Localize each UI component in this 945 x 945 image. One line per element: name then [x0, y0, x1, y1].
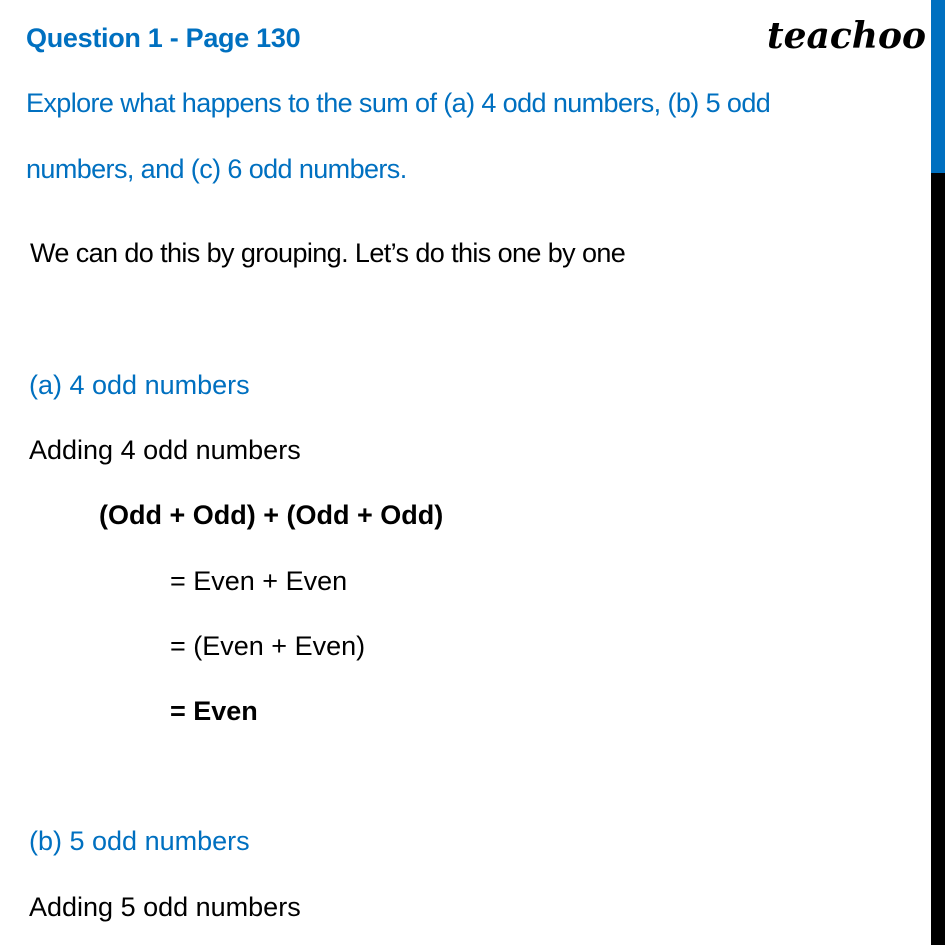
page-title: Question 1 - Page 130: [26, 23, 301, 53]
side-bar-accent: [931, 0, 945, 173]
teachoo-logo: teachoo: [767, 15, 926, 57]
part-a-step-3: = (Even + Even): [170, 631, 366, 661]
part-a-result: = Even: [170, 696, 258, 726]
question-line-2: numbers, and (c) 6 odd numbers.: [26, 154, 407, 184]
part-a-step-1: (Odd + Odd) + (Odd + Odd): [99, 500, 444, 530]
part-a-heading: (a) 4 odd numbers: [29, 370, 250, 400]
side-bar-dark: [931, 173, 945, 945]
question-line-1: Explore what happens to the sum of (a) 4 odd numbers, (b) 5 odd: [26, 88, 771, 118]
part-a-step-2: = Even + Even: [170, 566, 348, 596]
part-b-description: Adding 5 odd numbers: [29, 892, 301, 922]
part-a-description: Adding 4 odd numbers: [29, 435, 301, 465]
intro-text: We can do this by grouping. Let’s do this one by one: [30, 238, 626, 268]
part-b-heading: (b) 5 odd numbers: [29, 826, 250, 856]
